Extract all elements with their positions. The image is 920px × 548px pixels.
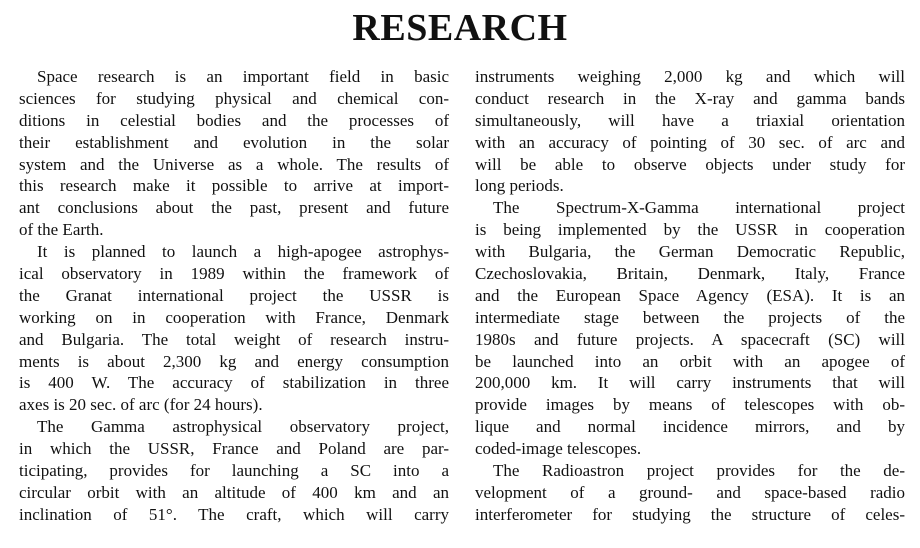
text-line: instruments weighing 2,000 kg and which will	[475, 67, 905, 86]
text-line: ments is about 2,300 kg and energy consumption	[19, 351, 449, 371]
text-line: 200,000 km. It will carry instruments that will	[475, 373, 905, 393]
text-line: inclination of 51°. The craft, which will carry	[19, 504, 449, 524]
text-line: is 400 W. The accuracy of stabilization in three	[19, 373, 449, 393]
text-line: with an accuracy of pointing of 30 sec. of arc and	[475, 132, 905, 152]
text-line: and Bulgaria. The total weight of research instru-	[19, 329, 449, 349]
text-line: long periods.	[475, 176, 564, 196]
text-line: with Bulgaria, the German Democratic Republic,	[475, 242, 905, 262]
text-line: sciences for studying physical and chemical con-	[19, 88, 449, 108]
text-line: Space research is an important field in basic	[37, 67, 449, 86]
text-line: velopment of a ground- and space-based radio	[475, 482, 905, 502]
text-line: conduct research in the X-ray and gamma bands	[475, 88, 905, 108]
text-line: The Radioastron project provides for the de-	[493, 461, 905, 481]
text-line: will be able to observe objects under study for	[475, 154, 905, 174]
text-line: Czechoslovakia, Britain, Denmark, Italy, France	[475, 264, 905, 284]
text-line: intermediate stage between the projects of the	[475, 307, 905, 327]
text-line: system and the Universe as a whole. The results of	[19, 154, 449, 174]
text-line: interferometer for studying the structure of celes-	[475, 504, 905, 524]
text-line: provide images by means of telescopes with ob-	[475, 395, 905, 415]
text-line: coded-image telescopes.	[475, 439, 642, 459]
left-column	[19, 66, 449, 526]
text-line: axes is 20 sec. of arc (for 24 hours).	[19, 395, 263, 415]
text-line: circular orbit with an altitude of 400 km and an	[19, 482, 449, 502]
text-line: lique and normal incidence mirrors, and by	[475, 417, 905, 437]
text-line: and the European Space Agency (ESA). It is an	[475, 285, 905, 305]
text-line: this research make it possible to arrive at import-	[19, 176, 449, 196]
text-line: ical observatory in 1989 within the framework of	[19, 264, 449, 284]
text-line: of the Earth.	[19, 220, 104, 240]
text-line: 1980s and future projects. A spacecraft (SC) will	[475, 329, 905, 349]
text-line: working on in cooperation with France, Denmark	[19, 307, 449, 327]
text-line: ant conclusions about the past, present and future	[19, 198, 449, 218]
text-line: their establishment and evolution in the solar	[19, 132, 449, 152]
page-title: RESEARCH	[352, 7, 568, 49]
text-line: The Spectrum-X-Gamma international project	[493, 198, 905, 218]
text-line: simultaneously, will have a triaxial orientation	[475, 110, 905, 130]
right-column	[475, 66, 905, 526]
text-line: is being implemented by the USSR in cooperation	[475, 220, 905, 240]
text-line: The Gamma astrophysical observatory project,	[37, 417, 449, 437]
text-line: It is planned to launch a high-apogee astrophys-	[37, 242, 449, 262]
text-line: in which the USSR, France and Poland are par-	[19, 439, 449, 459]
text-line: the Granat international project the USSR is	[19, 285, 449, 305]
text-line: ticipating, provides for launching a SC into a	[19, 461, 449, 481]
text-line: ditions in celestial bodies and the processes of	[19, 110, 449, 130]
text-line: be launched into an orbit with an apogee of	[475, 351, 905, 371]
